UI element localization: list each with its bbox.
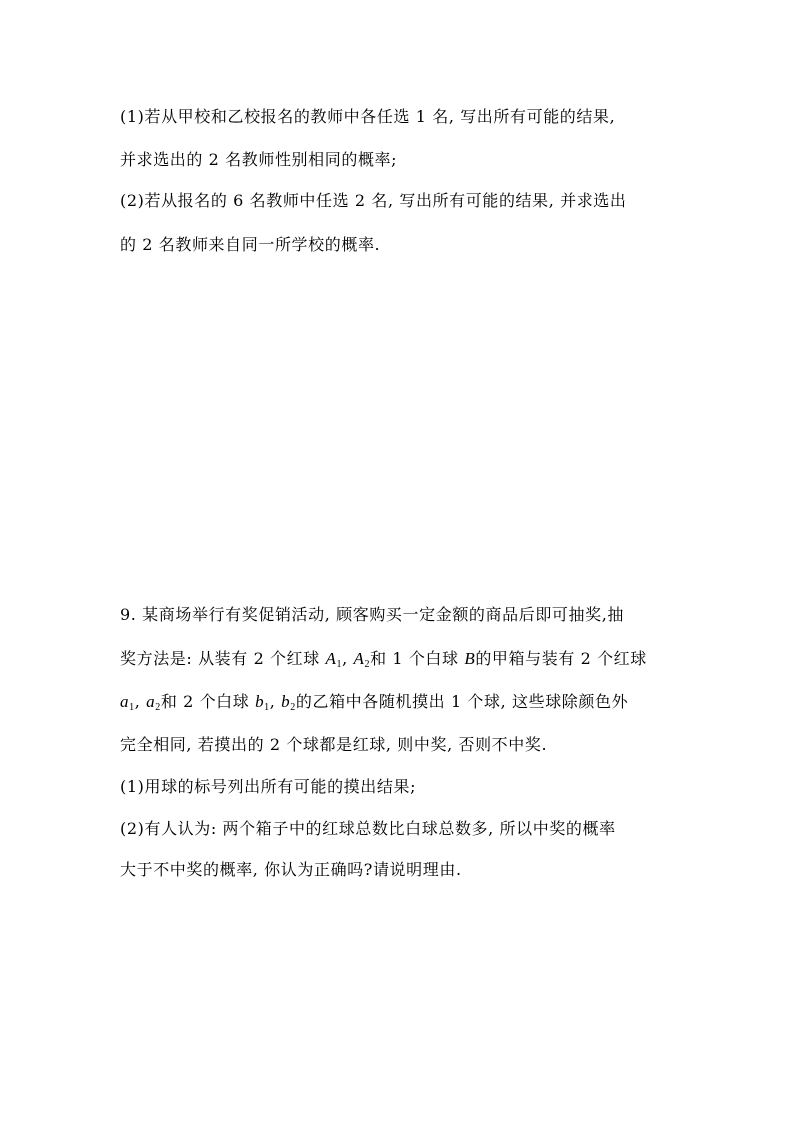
ball-label-b2: $b_2$ [281, 692, 296, 713]
q9-part2-line2: 大于不中奖的概率, 你认为正确吗?请说明理由. [120, 860, 462, 879]
q9-stem-line2 [120, 649, 647, 669]
ball-label-a1: $a_1$ [120, 692, 135, 713]
separator: , [134, 692, 147, 711]
q9-part1: (1)用球的标号列出所有可能的摸出结果; [120, 777, 417, 796]
q9-stem-line1: 9. 某商场举行有奖促销活动, 顾客购买一定金额的商品后即可抽奖,抽 [120, 605, 625, 624]
q9-part2-line1: (2)有人认为: 两个箱子中的红球总数比白球总数多, 所以中奖的概率 [120, 819, 616, 838]
separator: , [342, 649, 354, 668]
ball-label-b1: $b_1$ [255, 692, 270, 713]
separator: , [269, 692, 282, 711]
q9-text-segment: 的甲箱与装有 2 个红球 [475, 649, 647, 668]
q9-text-segment: 和 1 个白球 [370, 649, 465, 668]
ball-label-B: B [464, 649, 476, 668]
q9-stem-line4: 完全相同, 若摸出的 2 个球都是红球, 则中奖, 否则不中奖. [120, 735, 548, 754]
q9-text-segment: 奖方法是: 从装有 2 个红球 [120, 649, 326, 668]
q8-part1-line1: (1)若从甲校和乙校报名的教师中各任选 1 名, 写出所有可能的结果, [120, 107, 616, 126]
q9-stem-line3 [120, 692, 628, 712]
q8-part2-line2: 的 2 名教师来自同一所学校的概率. [120, 235, 381, 254]
q8-part1-line2: 并求选出的 2 名教师性别相同的概率; [120, 150, 398, 169]
ball-label-A1: $A_1$ [325, 649, 343, 670]
ball-label-A2: $A_2$ [353, 649, 371, 670]
q9-text-segment: 和 2 个白球 [160, 692, 256, 711]
q8-part2-line1: (2)若从报名的 6 名教师中任选 2 名, 写出所有可能的结果, 并求选出 [120, 191, 627, 210]
q9-text-segment: 的乙箱中各随机摸出 1 个球, 这些球除颜色外 [295, 692, 629, 711]
ball-label-a2: $a_2$ [146, 692, 161, 713]
